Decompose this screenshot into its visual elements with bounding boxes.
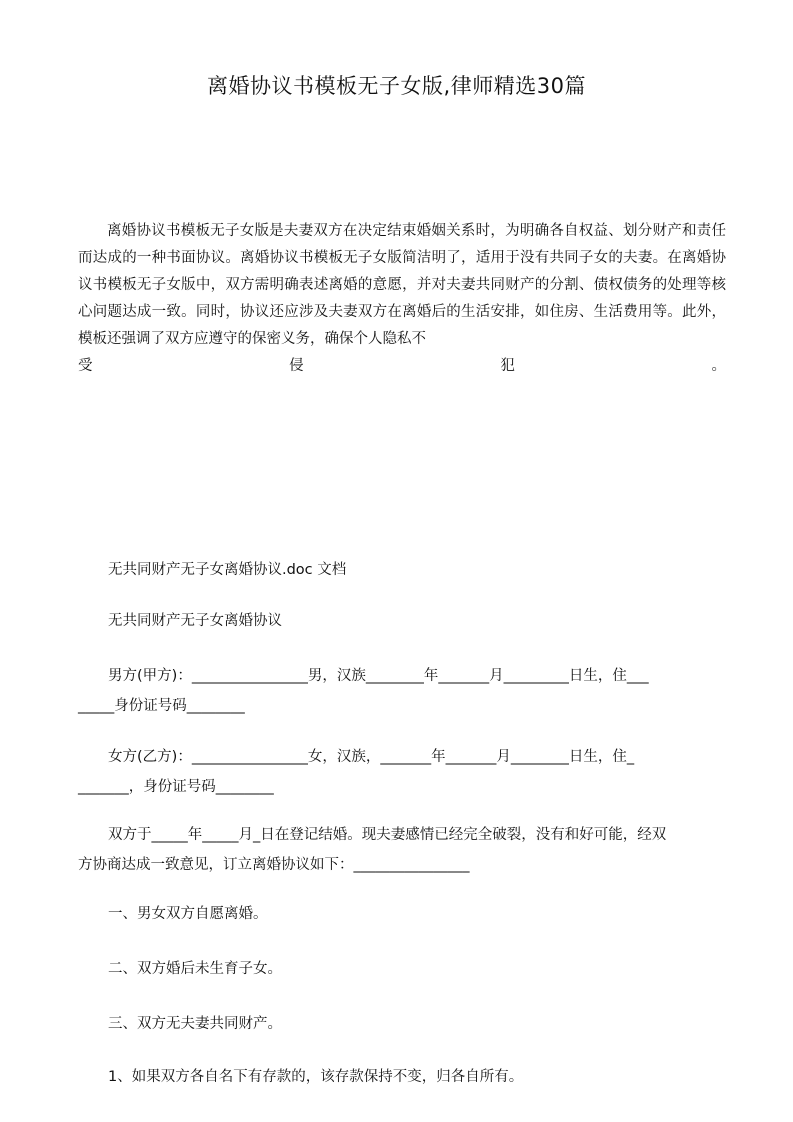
doc-filename: 无共同财产无子女离婚协议.doc 文档 xyxy=(108,562,347,578)
clause-3: 三、双方无夫妻共同财产。 xyxy=(108,1016,282,1032)
female-party-line-1: 女方(乙方)：________________女，汉族，_______年_______月________日生，住_ xyxy=(108,749,635,765)
intro-last-char-2: 侵 xyxy=(289,358,304,374)
marriage-statement xyxy=(78,820,730,880)
male-party-line-2: _____身份证号码________ xyxy=(78,698,245,714)
intro-last-line xyxy=(78,353,726,380)
marriage-statement-line-2: 方协商达成一致意见，订立离婚协议如下：________________ xyxy=(78,857,470,873)
intro-paragraph xyxy=(78,218,726,380)
male-party-line-1: 男方(甲方)：________________男，汉族________年_______月_________日生，住___ xyxy=(108,668,649,684)
clause-1: 一、男女双方自愿离婚。 xyxy=(108,906,268,922)
female-party-info xyxy=(78,742,730,802)
male-party-info xyxy=(78,661,730,721)
clause-2: 二、双方婚后未生育子女。 xyxy=(108,961,282,977)
clause-3-item-1: 1、如果双方各自名下有存款的，该存款保持不变，归各自所有。 xyxy=(108,1069,524,1085)
marriage-statement-line-1: 双方于_____年_____月_日在登记结婚。现夫妻感情已经完全破裂，没有和好可能，经双 xyxy=(108,827,667,843)
document-title: 离婚协议书模板无子女版,律师精选30篇 xyxy=(207,74,586,98)
intro-last-char-1: 受 xyxy=(78,358,93,374)
intro-text: 离婚协议书模板无子女版是夫妻双方在决定结束婚姻关系时，为明确各自权益、划分财产和责任而达成的一种书面协议。离婚协议书模板无子女版简洁明了，适用于没有共同子女的夫妻。在离婚协议书模板无子女版中，双方需明确表述离婚的意愿，并对夫妻共同财产的分割、债权债务的处理等核心问题达成一致。同时，协议还应涉及夫妻双方在离婚后的生活安排，如住房、生活费用等。此外，模板还强调了双方应遵守的保密义务，确保个人隐私不 xyxy=(78,223,726,347)
intro-last-char-3: 犯 xyxy=(500,358,515,374)
female-party-line-2: _______，身份证号码________ xyxy=(78,779,274,795)
intro-last-char-4: 。 xyxy=(711,358,726,374)
agreement-title: 无共同财产无子女离婚协议 xyxy=(108,613,282,629)
